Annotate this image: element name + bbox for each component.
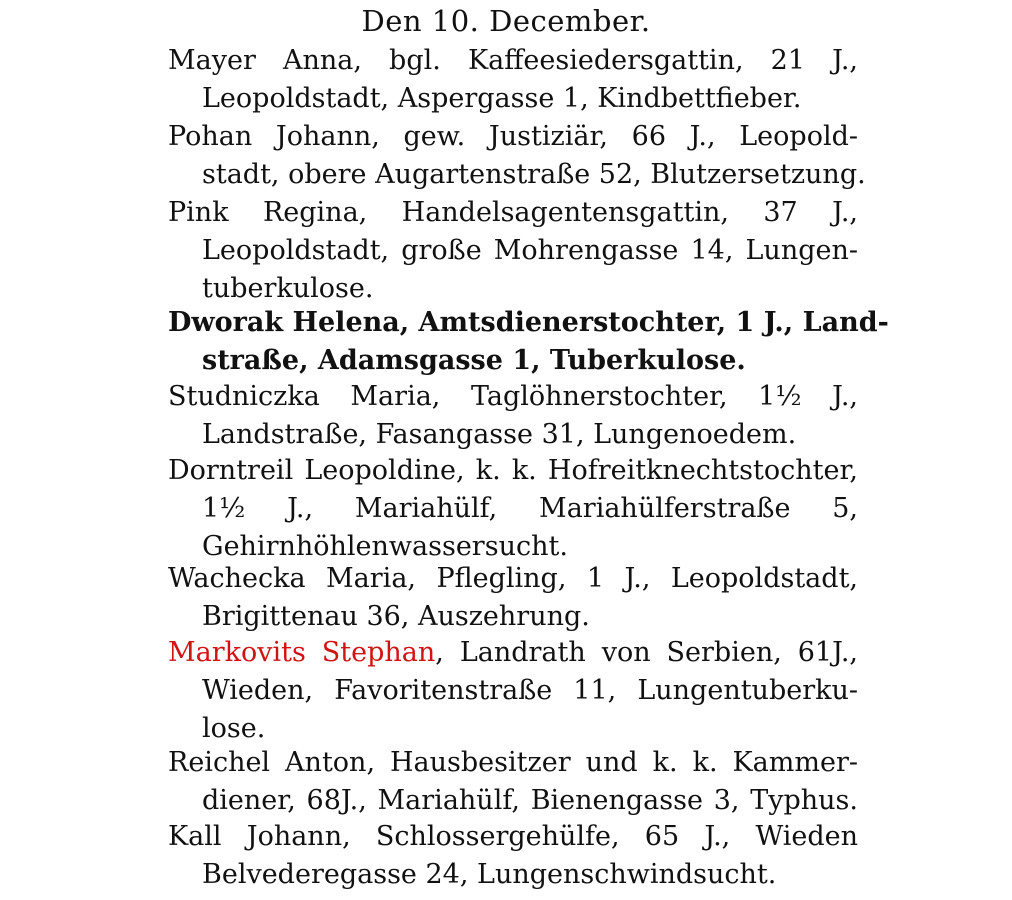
death-entry — [168, 560, 858, 636]
entry-line: Reichel Anton, Hausbesitzer und k. k. Kammer- — [168, 747, 858, 778]
entry-line: Landstraße, Fasangasse 31, Lungenoedem. — [202, 419, 797, 450]
entry-line: Belvederegasse 24, Lungenschwindsucht. — [202, 859, 777, 890]
death-entry-highlighted — [168, 634, 858, 748]
entry-line: Leopoldstadt, Aspergasse 1, Kindbettfieber. — [202, 83, 802, 114]
entry-line: Studniczka Maria, Taglöhnerstochter, 1½ J., — [168, 381, 858, 412]
entry-line: Pohan Johann, gew. Justiziär, 66 J., Leopold- — [168, 121, 858, 152]
death-entry — [168, 194, 858, 308]
entry-line: Wachecka Maria, Pflegling, 1 J., Leopoldstadt, — [168, 563, 858, 594]
death-entry — [168, 304, 889, 380]
entry-line: stadt, obere Augartenstraße 52, Blutzersetzung. — [202, 159, 866, 190]
entry-line: straße, Adamsgasse 1, Tuberkulose. — [202, 345, 746, 376]
death-entry — [168, 378, 858, 454]
entry-line: lose. — [202, 713, 266, 744]
death-entry — [168, 744, 858, 820]
entry-line: Dorntreil Leopoldine, k. k. Hofreitknechtstochter, — [168, 455, 858, 486]
highlighted-name: Markovits Stephan — [168, 637, 436, 668]
entry-line: Pink Regina, Handelsagentensgattin, 37 J., — [168, 197, 858, 228]
date-heading: Den 10. December. — [361, 4, 651, 38]
entry-line: Dworak Helena, Amtsdienerstochter, 1 J., Land- — [168, 307, 889, 338]
entry-line: tuberkulose. — [202, 273, 374, 304]
entry-line: Wieden, Favoritenstraße 11, Lungentuberku- — [202, 675, 858, 706]
entry-line-rest: , Landrath von Serbien, 61J., — [435, 637, 858, 668]
entry-line: diener, 68J., Mariahülf, Bienengasse 3, Typhus. — [202, 785, 858, 816]
death-entry — [168, 452, 858, 566]
death-entry — [168, 818, 858, 894]
entry-line: Mayer Anna, bgl. Kaffeesiedersgattin, 21 J., — [168, 45, 858, 76]
death-entry — [168, 118, 866, 194]
entry-line: Kall Johann, Schlossergehülfe, 65 J., Wieden — [168, 821, 858, 852]
entry-line — [168, 634, 858, 672]
death-entry — [168, 42, 858, 118]
entry-line: Brigittenau 36, Auszehrung. — [202, 601, 590, 632]
entry-line: Leopoldstadt, große Mohrengasse 14, Lungen- — [202, 235, 858, 266]
entry-line: Gehirnhöhlenwassersucht. — [202, 531, 568, 562]
entry-line: 1½ J., Mariahülf, Mariahülferstraße 5, — [202, 493, 858, 524]
